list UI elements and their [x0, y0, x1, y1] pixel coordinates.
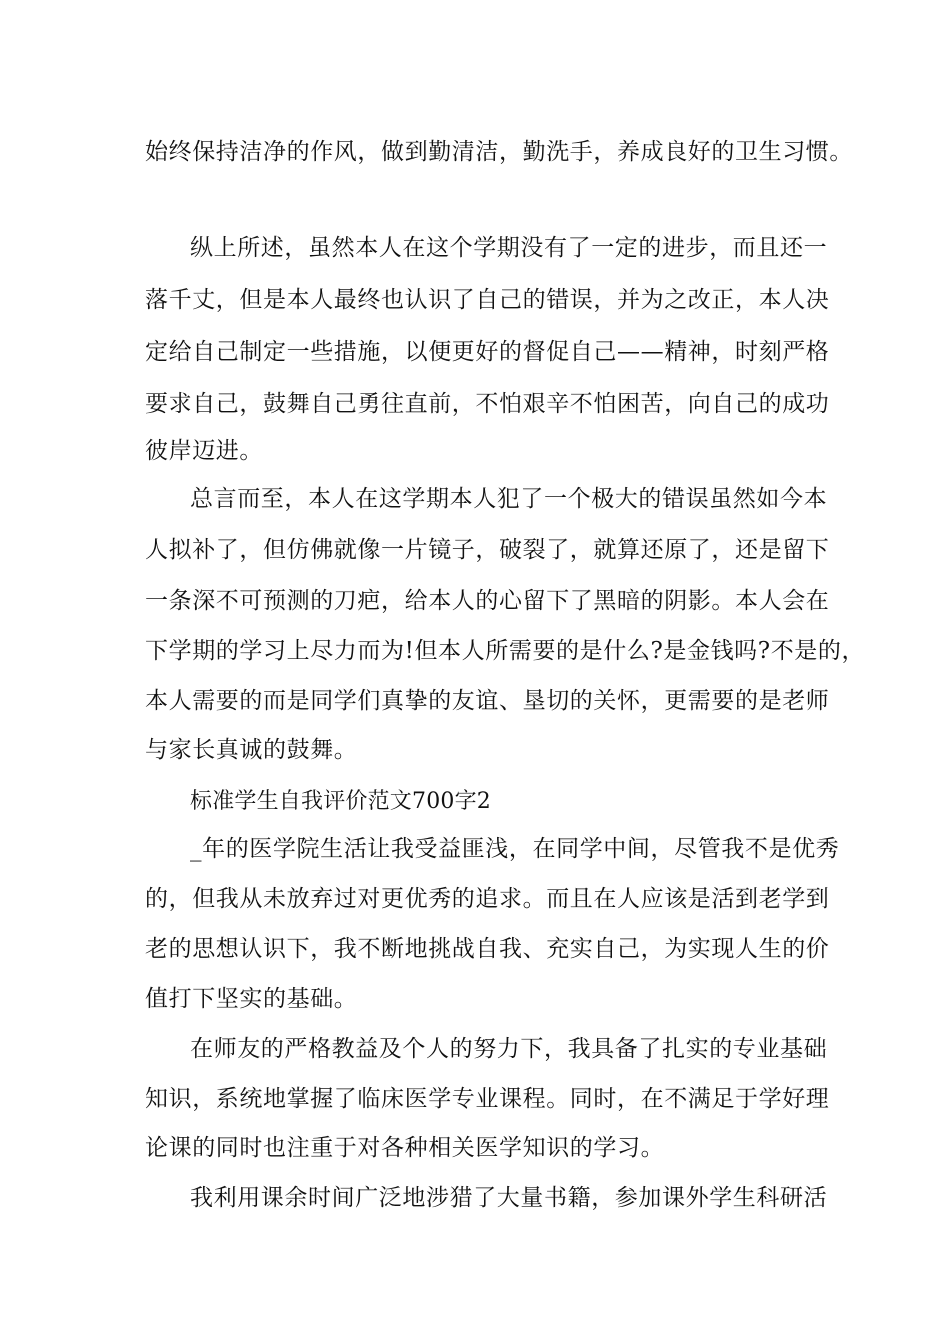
paragraph-start-line: 在师友的严格教益及个人的努力下，我具备了扎实的专业基础	[190, 1036, 828, 1062]
text-line: 彼岸迈进。	[145, 438, 263, 464]
text-line: 要求自己，鼓舞自己勇往直前，不怕艰辛不怕困苦，向自己的成功	[145, 391, 830, 417]
text-line: 下学期的学习上尽力而为!但本人所需要的是什么?是金钱吗?不是的，	[145, 638, 866, 664]
text-line: 老的思想认识下，我不断地挑战自我、充实自己，为实现人生的价	[145, 936, 830, 962]
text-line: 的，但我从未放弃过对更优秀的追求。而且在人应该是活到老学到	[145, 886, 830, 912]
text-line: 人拟补了，但仿佛就像一片镜子，破裂了，就算还原了，还是留下	[145, 537, 830, 563]
text-line: 论课的同时也注重于对各种相关医学知识的学习。	[145, 1135, 665, 1161]
paragraph-start-line: 纵上所述，虽然本人在这个学期没有了一定的进步，而且还一	[190, 235, 828, 261]
text-line: 与家长真诚的鼓舞。	[145, 737, 358, 763]
text-line: 值打下坚实的基础。	[145, 986, 358, 1012]
text-line: 始终保持洁净的作风，做到勤清洁，勤洗手，养成良好的卫生习惯。	[145, 139, 853, 165]
section-heading: 标准学生自我评价范文700字2	[190, 789, 491, 814]
paragraph-start-line: 总言而至，本人在这学期本人犯了一个极大的错误虽然如今本	[190, 486, 828, 512]
text-line: 一条深不可预测的刀疤，给本人的心留下了黑暗的阴影。本人会在	[145, 588, 830, 614]
text-line: 本人需要的而是同学们真挚的友谊、垦切的关怀，更需要的是老师	[145, 688, 830, 714]
text-line: 知识，系统地掌握了临床医学专业课程。同时，在不满足于学好理	[145, 1086, 830, 1112]
text-line: 定给自己制定一些措施，以便更好的督促自己——精神，时刻严格	[145, 339, 830, 365]
paragraph-start-line: _年的医学院生活让我受益匪浅，在同学中间，尽管我不是优秀	[190, 836, 840, 862]
paragraph-start-line: 我利用课余时间广泛地涉猎了大量书籍，参加课外学生科研活	[190, 1185, 828, 1211]
text-line: 落千丈，但是本人最终也认识了自己的错误，并为之改正，本人决	[145, 287, 830, 313]
